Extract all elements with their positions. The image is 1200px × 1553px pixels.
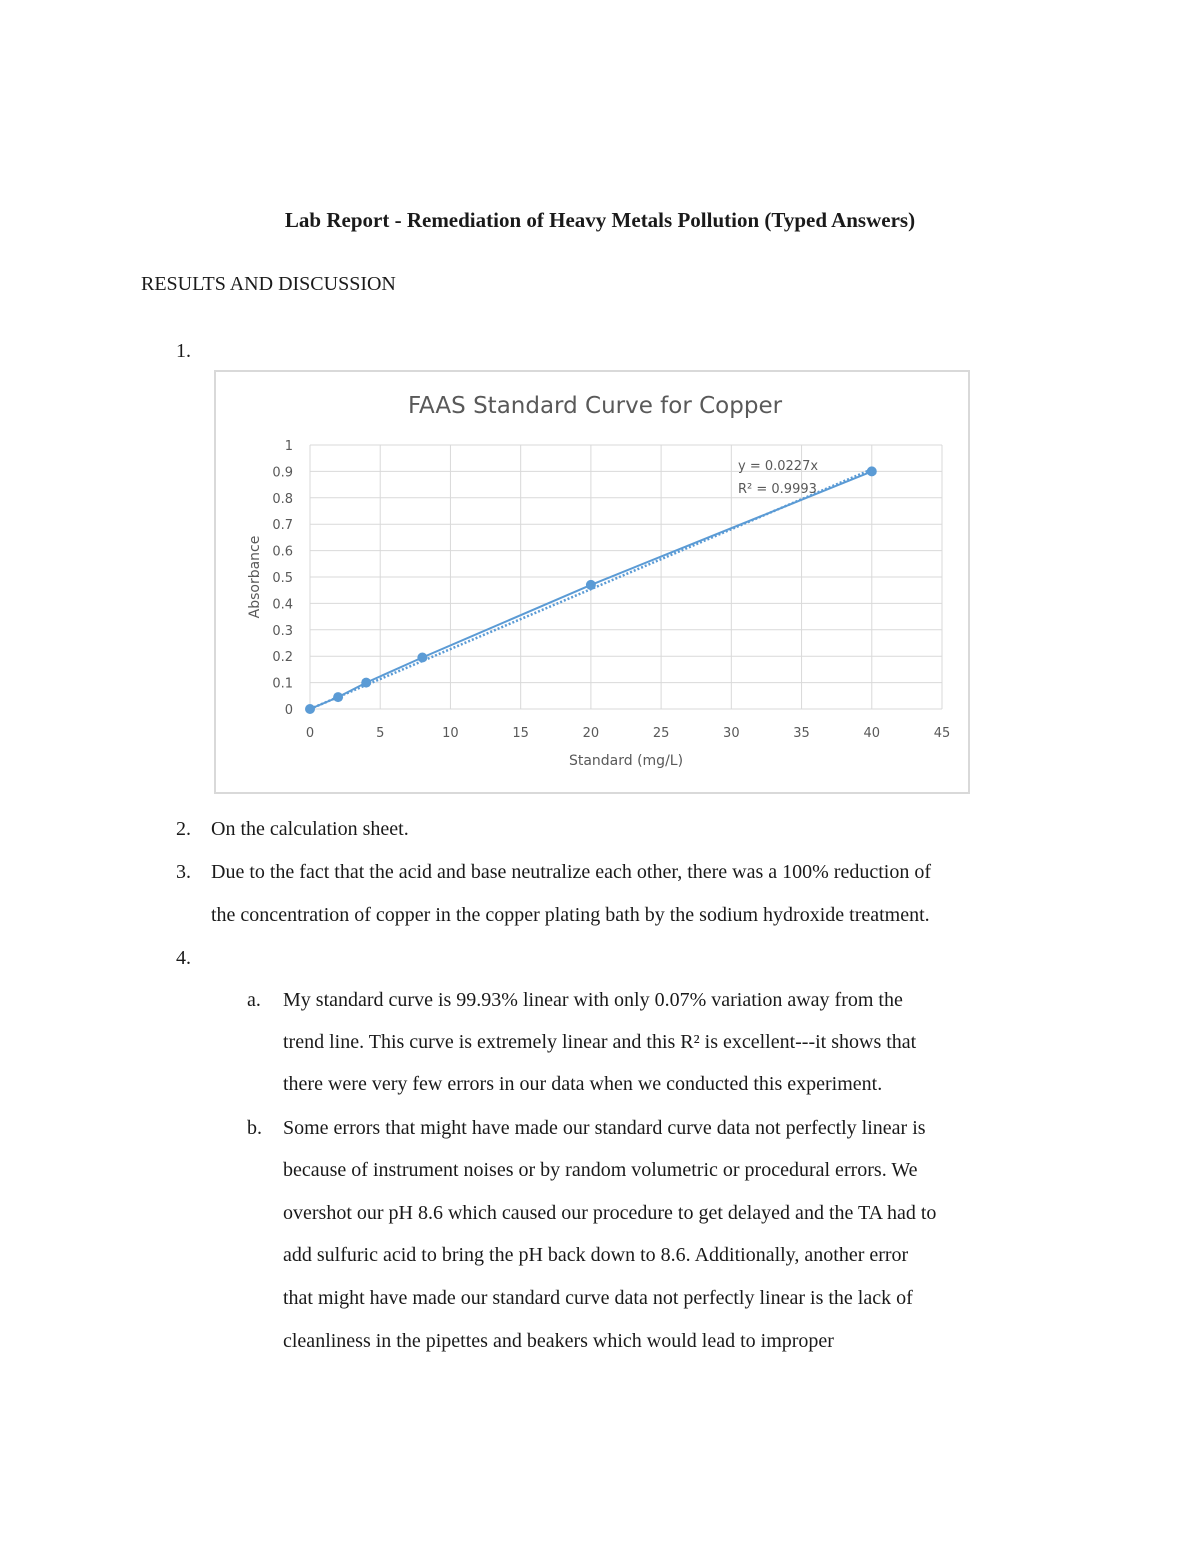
item-3-line-2: the concentration of copper in the copper plating bath by the sodium hydroxide treatment. [211, 904, 930, 926]
chart-container [214, 370, 970, 794]
x-axis-ticks [306, 726, 950, 741]
x-tick-label: 15 [512, 726, 529, 741]
x-tick-label: 25 [652, 726, 670, 741]
y-tick-label: 0.4 [272, 597, 293, 613]
x-tick-label: 20 [582, 726, 600, 741]
trendline-r-squared: R² = 0.9993 [738, 482, 817, 497]
standard-curve-chart [216, 372, 972, 796]
item-number-3: 3. [176, 861, 191, 883]
y-axis-label: Absorbance [247, 535, 263, 619]
item-number-1: 1. [176, 340, 191, 362]
subitem-b-line-2: because of instrument noises or by random volumetric or procedural errors. We [283, 1159, 918, 1181]
subitem-a-marker: a. [247, 989, 261, 1011]
y-tick-label: 0.6 [272, 544, 293, 560]
x-tick-label: 30 [723, 726, 740, 741]
item-number-4: 4. [176, 947, 191, 969]
subitem-a-line-3: there were very few errors in our data when we conducted this experiment. [283, 1073, 883, 1095]
data-point [361, 678, 371, 688]
document-title: Lab Report - Remediation of Heavy Metals Pollution (Typed Answers) [284, 208, 916, 232]
y-axis-ticks [272, 439, 293, 718]
subitem-b-line-5: that might have made our standard curve data not perfectly linear is the lack of [283, 1287, 913, 1309]
item-2-text: On the calculation sheet. [211, 818, 409, 840]
subitem-b-marker: b. [247, 1117, 262, 1139]
data-point [333, 692, 343, 702]
y-tick-label: 0 [284, 703, 293, 718]
subitem-a-line-2: trend line. This curve is extremely linear and this R² is excellent---it shows that [283, 1031, 917, 1053]
data-point [586, 580, 596, 590]
data-point [305, 704, 315, 714]
y-tick-label: 0.8 [272, 491, 293, 507]
y-tick-label: 0.9 [272, 465, 293, 481]
y-tick-label: 0.7 [272, 518, 293, 534]
data-point [417, 653, 427, 663]
y-tick-label: 1 [284, 439, 293, 454]
chart-title: FAAS Standard Curve for Copper [407, 393, 783, 419]
chart-gridlines [310, 445, 942, 709]
section-heading: RESULTS AND DISCUSSION [141, 273, 396, 295]
x-tick-label: 35 [793, 726, 810, 741]
y-tick-label: 0.5 [272, 571, 293, 586]
item-number-2: 2. [176, 818, 191, 840]
data-point [867, 466, 877, 476]
x-axis-label: Standard (mg/L) [568, 753, 684, 769]
x-tick-label: 45 [933, 726, 951, 741]
y-tick-label: 0.3 [272, 623, 293, 639]
y-tick-label: 0.1 [272, 676, 293, 692]
subitem-b-line-4: add sulfuric acid to bring the pH back down to 8.6. Additionally, another error [283, 1244, 909, 1266]
subitem-b-line-3: overshot our pH 8.6 which caused our procedure to get delayed and the TA had to [283, 1202, 937, 1224]
x-tick-label: 40 [863, 726, 881, 741]
x-tick-label: 0 [305, 726, 315, 741]
trendline-equation: y = 0.0227x [738, 459, 819, 474]
subitem-b-line-6: cleanliness in the pipettes and beakers which would lead to improper [283, 1330, 834, 1352]
subitem-b-line-1: Some errors that might have made our standard curve data not perfectly linear is [283, 1117, 926, 1139]
x-tick-label: 10 [442, 726, 459, 741]
subitem-a-line-1: My standard curve is 99.93% linear with only 0.07% variation away from the [283, 989, 903, 1011]
x-tick-label: 5 [376, 726, 385, 741]
item-3-line-1: Due to the fact that the acid and base neutralize each other, there was a 100% reduction of [211, 861, 931, 883]
y-tick-label: 0.2 [272, 650, 293, 666]
